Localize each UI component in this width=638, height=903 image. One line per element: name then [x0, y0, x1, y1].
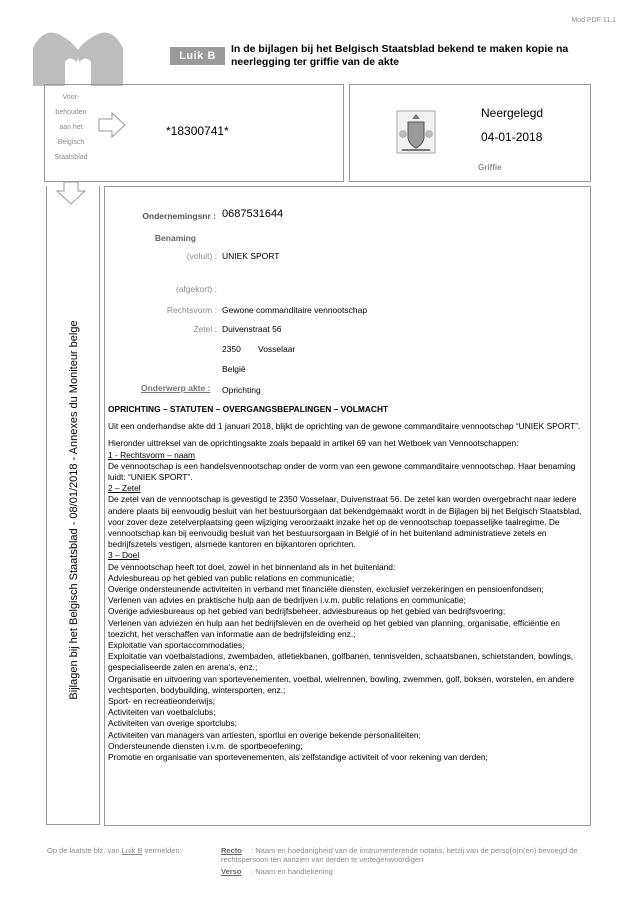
doel-line: Activiteiten van managers van artiesten, sportlui en overige bekende personaliteiten;	[108, 729, 421, 740]
doel-line: Verlenen van advies en praktische hulp aan de bedrijven i.v.m. public relations en communicatie;	[108, 595, 466, 606]
section-title: 1 - Rechtsvorm – naam	[108, 449, 196, 460]
neergelegd-box	[349, 84, 591, 182]
verso-text: : Naam en handtekening	[251, 867, 333, 876]
voorbehouden-label	[44, 90, 98, 165]
doel-line: Activiteiten van voetbalclubs;	[108, 707, 216, 718]
doel-line: Ondersteunende diensten i.v.m. de sportbeoefening;	[108, 740, 303, 751]
rechtsvorm-label: Rechtsvorm :	[166, 305, 217, 315]
section-text: De vennootschap is een handelsvennootschap onder de vorm van een gewone commanditaire vennootschap. Haar benaming luidt: “UNIEK SPORT”.	[108, 460, 576, 483]
doel-line: De vennootschap heeft tot doel, zowel in het binnenland als in het buitenland:	[108, 561, 396, 572]
coat-of-arms-icon	[396, 110, 436, 154]
deed-intro-paragraph: Uit een onderhandse akte dd 1 januari 2018, blijkt de oprichting van de gewone commanditaire vennootschap “UNIEK SPORT”.	[108, 421, 581, 432]
voorbehouden-line: Staatsblad	[54, 154, 88, 161]
zetel-country: België	[222, 364, 246, 374]
voorbehouden-line: behouden	[55, 109, 87, 116]
moniteur-logo-icon	[33, 28, 123, 86]
deed-extract-paragraph: Hieronder uittreksel van de oprichtingsakte zoals bepaald in artikel 69 van het Wetboek van Vennootschappen:	[108, 438, 519, 449]
recto-text: : Naam en hoedanigheid van de instrumenterende notaris, hetzij van de perso(o)n(en) bevoegd de rechtspersoon ten aanzien van derden te vertegenwoordigen	[221, 846, 578, 864]
doel-line: Verlenen van adviezen en hulp aan het bedrijfsleven en de overheid op het gebied van planning, organisatie, efficiëntie en toezicht, het verschaffen van informatie aan de bedrijfsleiding enz.;	[108, 617, 560, 639]
section-title: 3 – Doel	[108, 550, 140, 561]
doel-line: Overige ondersteunende activiteiten in verband met financiële diensten, exclusief verzekeringen en pensioenfondsen;	[108, 584, 544, 595]
doel-line: Sport- en recreatieonderwijs;	[108, 696, 216, 707]
voorbehouden-line: aan het	[59, 124, 83, 131]
footer-recto	[221, 846, 601, 864]
footer-luik-link: Luik B	[121, 846, 143, 855]
voorbehouden-line: Voor-	[62, 94, 80, 101]
footer-instruction	[47, 846, 182, 855]
doel-line: Promotie en organisatie van sportevenementen, als zelfstandige activiteit of voor rekening van derden;	[108, 752, 488, 763]
document-number: *18300741*	[166, 124, 229, 138]
footer-verso	[221, 867, 333, 876]
zetel-label: Zetel :	[193, 324, 217, 334]
ondernemingsnr-label: Ondernemingsnr :	[142, 211, 216, 221]
deed-body-text	[108, 404, 590, 763]
luik-b-badge: Luik B	[170, 47, 225, 65]
neergelegd-label: Neergelegd	[481, 106, 544, 120]
benaming-label: Benaming	[154, 233, 196, 243]
afgekort-label: (afgekort) :	[175, 284, 217, 294]
zetel-postcode: 2350	[222, 344, 241, 354]
zetel-street: Duivenstraat 56	[222, 324, 282, 334]
doel-line: Organisatie en uitvoering van sportevenementen, voetbal, wielrennen, bowling, zwemmen, golf, boksen, worstelen, en andere vechtsporten, bodybuilding, wintersporten, enz.;	[108, 673, 575, 695]
voluit-label: (voluit) :	[186, 251, 217, 261]
form-code: Mod PDF 11.1	[571, 17, 616, 24]
recto-label: Recto	[221, 846, 242, 855]
footer-prefix: Op de laatste blz. van	[47, 846, 120, 855]
section-text: De zetel van de vennootschap is gevestigd te 2350 Vosselaar, Duivenstraat 56. De zetel kan worden overgebracht naar iedere andere plaats bij eenvoudig besluit van het bestuursorgaan dat bekendgemaakt wordt in de Bijlagen bij het Belgisch Staatsblad, voor zover deze zetelverplaatsing geen wijziging veroorzaakt inzake het op de vennootschap toepasselijke taalregime. De vennootschap kan bij eenvoudig besluit van het bestuursorgaan in België of in het buitenland administratieve zetels en bedrijfszetels vestigen, alsmede kantoren en bijkantoren oprichten.	[108, 494, 582, 550]
voluit-value: UNIEK SPORT	[222, 251, 280, 261]
zetel-city: Vosselaar	[258, 344, 296, 354]
footer-suffix: vermelden:	[144, 846, 182, 855]
section-title: 2 – Zetel	[108, 483, 141, 494]
doel-line: Exploitatie van voetbalstadions, zwembaden, atletiekbanen, golfbanen, tennisvelden, schaatsbanen, schietstanden, bowlings, gespecialiseerde zalen en arena’s, enz.;	[108, 651, 574, 673]
onderwerp-akte-value: Oprichting	[222, 385, 261, 395]
neergelegd-date: 04-01-2018	[481, 130, 543, 144]
voorbehouden-line: Belgisch	[57, 139, 85, 146]
deed-heading: OPRICHTING – STATUTEN – OVERGANGSBEPALINGEN – VOLMACHT	[108, 404, 389, 414]
doel-line: Activiteiten van overige sportclubs;	[108, 718, 237, 729]
doel-line: Exploitatie van sportaccommodaties;	[108, 640, 245, 651]
griffie-label: Griffie	[478, 163, 502, 172]
verso-label: Verso	[221, 867, 242, 876]
doel-line: Adviesbureau op het gebied van public relations en communicatie;	[108, 572, 355, 583]
doel-line: Overige adviesbureaus op het gebied van bedrijfsbeheer, adviesbureaus op het gebied van bedrijfsvoering;	[108, 606, 506, 617]
page-header-title: In de bijlagen bij het Belgisch Staatsblad bekend te maken kopie na neerlegging ter griffie van de akte	[231, 43, 569, 68]
ondernemingsnr-value: 0687531644	[222, 208, 284, 220]
rechtsvorm-value: Gewone commanditaire vennootschap	[222, 305, 368, 315]
side-publication-text: Bijlagen bij het Belgisch Staatsblad - 08/01/2018 - Annexes du Moniteur belge	[68, 320, 80, 700]
onderwerp-akte-label: Onderwerp akte :	[141, 383, 211, 393]
